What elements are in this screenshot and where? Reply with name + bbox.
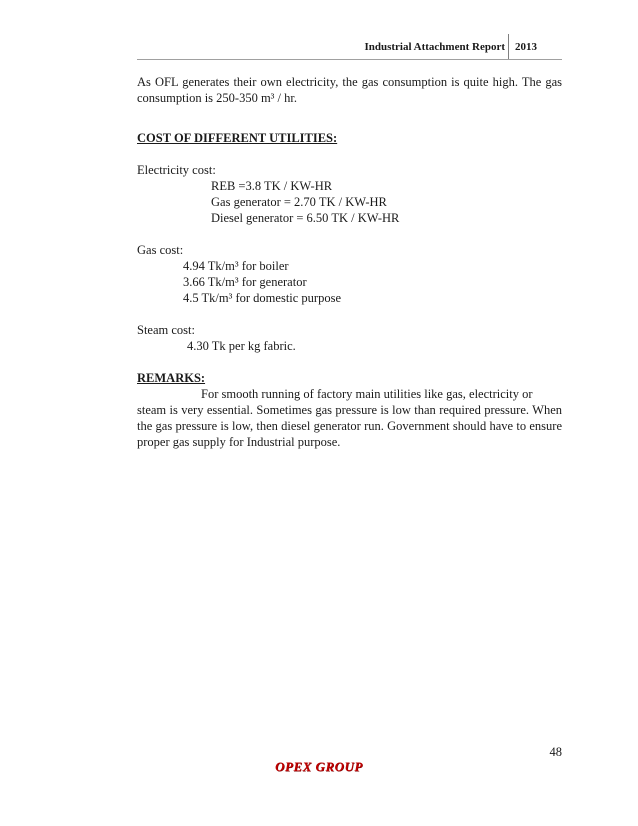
electricity-label: Electricity cost: (137, 163, 216, 177)
electricity-item: Diesel generator = 6.50 TK / KW-HR (211, 211, 400, 225)
steam-label: Steam cost: (137, 323, 195, 337)
gas-item: 4.94 Tk/m³ for boiler (183, 259, 289, 273)
header-year: 2013 (515, 41, 537, 53)
intro-paragraph: As OFL generates their own electricity, the gas consumption is quite high. The gas consumption is 250-350 m³ / hr. (137, 75, 562, 105)
footer-brand: OPEX GROUP (275, 759, 363, 774)
steam-item: 4.30 Tk per kg fabric. (187, 339, 296, 353)
gas-section (137, 242, 562, 306)
gas-item: 4.5 Tk/m³ for domestic purpose (183, 291, 342, 305)
electricity-item: REB =3.8 TK / KW-HR (211, 179, 333, 193)
page-header (0, 38, 638, 60)
gas-item: 3.66 Tk/m³ for generator (183, 275, 307, 289)
electricity-section (137, 162, 562, 226)
page-number: 48 (549, 745, 562, 759)
remarks-section (137, 370, 562, 450)
steam-section (137, 322, 562, 354)
header-divider (508, 34, 509, 60)
remarks-heading: REMARKS: (137, 371, 206, 385)
header-title: Industrial Attachment Report (364, 41, 505, 53)
page-content (137, 74, 562, 450)
utilities-heading: COST OF DIFFERENT UTILITIES: (137, 131, 338, 145)
electricity-item: Gas generator = 2.70 TK / KW-HR (211, 195, 387, 209)
header-rule (137, 59, 562, 60)
remarks-first-line: For smooth running of factory main utilities like gas, electricity or (201, 387, 533, 401)
remarks-body: steam is very essential. Sometimes gas pressure is low than required pressure. When the gas pressure is low, then diesel generator run. Government should have to ensure proper gas supply for Industrial purpose. (137, 403, 562, 449)
gas-label: Gas cost: (137, 243, 184, 257)
